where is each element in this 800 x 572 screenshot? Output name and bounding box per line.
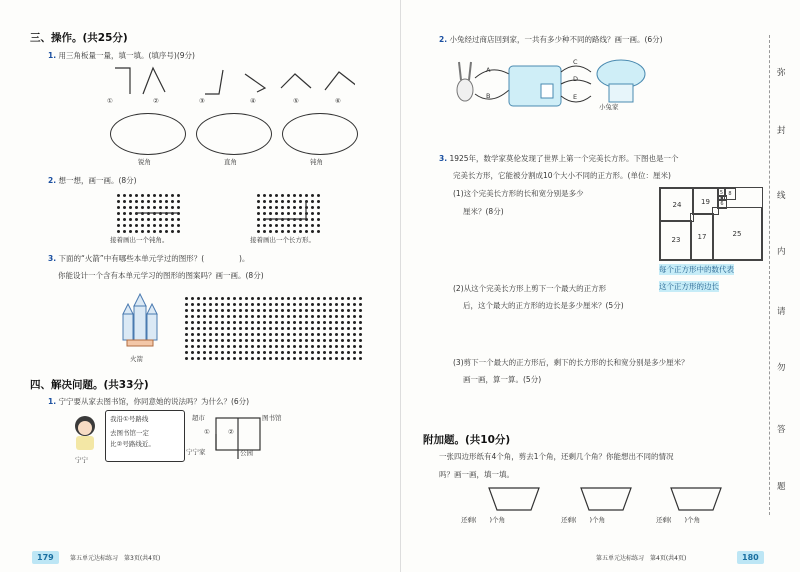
q3-num: 3. xyxy=(48,254,57,263)
footer-text-left: 第五单元达标练习 第3页(共4页) xyxy=(70,555,161,562)
angle-3 xyxy=(205,70,223,94)
angle-4 xyxy=(245,74,265,92)
q2-prompt: 想一想，画一画。(8分) xyxy=(58,176,137,185)
path-label-e: E xyxy=(573,93,578,101)
q2-text xyxy=(48,175,137,186)
bonus-line-1: 一张四边形纸有4个角，剪去1个角，还剩几个角？你能想出不同的情况 xyxy=(439,452,674,461)
square-24: 24 xyxy=(660,188,694,222)
speech-line-1: 我沿①号路线 xyxy=(110,415,149,423)
caption-rectangle: 接着画出一个长方形。 xyxy=(250,236,315,244)
q3-line2: 你能设计一个含有本单元学习的图形的图案吗？画一画。(8分) xyxy=(58,271,264,280)
margin-char-4: 内 xyxy=(777,247,786,257)
q4-text xyxy=(48,396,249,407)
girl-name: 宁宁 xyxy=(75,456,88,464)
q3-line1-end: )。 xyxy=(238,254,250,263)
map-park: 公园 xyxy=(240,449,253,457)
q1-text xyxy=(48,50,195,61)
section3-title: 三、操作。(共25分) xyxy=(30,32,128,44)
margin-char-1: 弥 xyxy=(777,68,786,78)
seal-line xyxy=(769,35,771,515)
angle-5 xyxy=(281,74,311,88)
speech-bubble xyxy=(105,410,185,462)
obtuse-label: 钝角 xyxy=(310,158,323,166)
path-label-d: D xyxy=(573,75,579,83)
margin-char-2: 封 xyxy=(777,126,786,136)
square-5: 5 xyxy=(717,188,726,197)
bonus-title: 附加题。(共10分) xyxy=(423,434,511,446)
map-route-2: ② xyxy=(228,428,234,436)
square-3: 3 xyxy=(722,195,726,201)
right-label: 直角 xyxy=(224,158,237,166)
path-label-a: A xyxy=(486,66,491,74)
map-home: 宁宁家 xyxy=(186,448,206,456)
girl-icon xyxy=(65,412,105,452)
remaining-2: 还剩( )个角 xyxy=(561,516,606,524)
r-q3-line2: 完美长方形，它能被分割成10个大小不同的正方形。(单位：厘米) xyxy=(453,171,671,180)
square-2: 2 xyxy=(718,195,722,201)
given-ray xyxy=(115,192,181,234)
obtuse-oval[interactable] xyxy=(282,113,358,155)
right-oval[interactable] xyxy=(196,113,272,155)
note-line-2: 这个正方形的边长 xyxy=(659,282,719,291)
q2-num: 2. xyxy=(48,176,57,185)
margin-char-7: 答 xyxy=(777,425,786,435)
angle-label-5: ⑤ xyxy=(293,97,299,105)
square-17: 17 xyxy=(690,213,714,260)
path-label-c: C xyxy=(573,58,578,66)
q3-line1: 下面的“火箭”中有哪些本单元学过的图形？( xyxy=(58,254,205,263)
page-number-right: 180 xyxy=(737,551,764,564)
bonus-line-2: 吗？画一画，填一填。 xyxy=(439,470,514,479)
rocket-illustration xyxy=(118,292,162,350)
footer-text-right: 第五单元达标练习 第4页(共4页) xyxy=(596,555,687,562)
dot-grid-design[interactable] xyxy=(183,295,363,361)
angle-label-2: ② xyxy=(153,97,159,105)
r-q2-num: 2. xyxy=(439,35,448,44)
remaining-1: 还剩( )个角 xyxy=(461,516,506,524)
section4-title: 四、解决问题。(共33分) xyxy=(30,379,149,391)
q1-num: 1. xyxy=(48,51,57,60)
square-19: 19 xyxy=(692,188,719,215)
angle-label-3: ③ xyxy=(199,97,205,105)
q4-num: 1. xyxy=(48,397,57,406)
r-q2-text xyxy=(439,34,663,45)
margin-char-5: 请 xyxy=(777,307,786,317)
square-8: 8 xyxy=(724,188,736,200)
map-supermarket: 超市 xyxy=(192,414,205,422)
given-segments xyxy=(255,192,321,234)
q1-prompt: 用三角板量一量，填一填。(填序号)(9分) xyxy=(58,51,195,60)
path-label-b: B xyxy=(486,92,491,100)
speech-line-3: 比②号路线近。 xyxy=(110,440,155,448)
remaining-3: 还剩( )个角 xyxy=(656,516,701,524)
q4-prompt: 宁宁要从家去图书馆，你同意她的说法吗？为什么？(6分) xyxy=(58,397,250,406)
r-q3-text-line1: 1925年，数学家莫伦发现了世界上第一个完美长方形。下图也是一个 xyxy=(449,154,679,163)
angle-2 xyxy=(143,68,165,94)
square-25: 25 xyxy=(712,207,762,260)
rabbit-home-label: 小兔家 xyxy=(599,103,619,111)
square-23: 23 xyxy=(660,220,692,260)
angle-1 xyxy=(115,68,130,94)
r-q3-num: 3. xyxy=(439,154,448,163)
note-line-1: 每个正方形中的数代表 xyxy=(659,265,734,274)
r-q2-prompt: 小兔经过商店回到家，一共有多少种不同的路线？画一画。(6分) xyxy=(449,35,663,44)
margin-char-6: 勿 xyxy=(777,363,786,373)
perfect-rectangle xyxy=(659,187,763,261)
acute-label: 锐角 xyxy=(138,158,151,166)
r-q3-sub1-line2: 厘米？(8分) xyxy=(463,207,504,216)
r-q3-sub1-line1: (1)这个完美长方形的长和宽分别是多少 xyxy=(453,189,584,198)
r-q3-sub3-line1: (3)剪下一个最大的正方形后，剩下的长方形的长和宽分别是多少厘米？ xyxy=(453,358,689,367)
right-page xyxy=(400,0,800,572)
rabbit-path-illustration xyxy=(451,50,681,112)
angle-label-6: ⑥ xyxy=(335,97,341,105)
map-route-1: ① xyxy=(204,428,210,436)
angle-6 xyxy=(325,72,355,90)
margin-char-8: 题 xyxy=(777,482,786,492)
square-6: 6 xyxy=(717,199,727,209)
margin-char-3: 线 xyxy=(777,191,786,201)
r-q3-sub2-line2: 后，这个最大的正方形的边长是多少厘米？(5分) xyxy=(463,301,624,310)
angle-label-4: ④ xyxy=(250,97,256,105)
angle-label-1: ① xyxy=(107,97,113,105)
caption-angle: 接着画出一个钝角。 xyxy=(110,236,169,244)
quadrilateral-shapes xyxy=(487,486,727,512)
r-q3-sub3-line2: 画一画，算一算。(5分) xyxy=(463,375,542,384)
r-q3-sub2-line1: (2)从这个完美长方形上剪下一个最大的正方形 xyxy=(453,284,607,293)
acute-oval[interactable] xyxy=(110,113,186,155)
r-q3-line1 xyxy=(439,153,679,164)
page-number-left: 179 xyxy=(32,551,59,564)
map-library: 图书馆 xyxy=(262,414,282,422)
angle-drawings xyxy=(95,66,355,102)
speech-line-2: 去图书馆一定 xyxy=(110,429,149,437)
rocket-label: 火箭 xyxy=(130,355,143,363)
grid-dot xyxy=(357,355,363,361)
q3-text xyxy=(48,253,388,264)
